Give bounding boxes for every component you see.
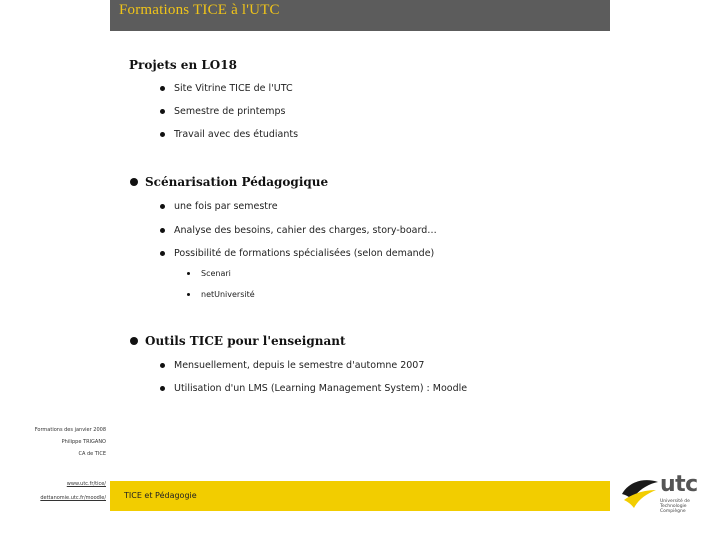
- utc-logo: [620, 470, 712, 516]
- bullet-item: [160, 106, 286, 117]
- bullet-icon: [160, 109, 165, 114]
- sub-bullet-item: [187, 269, 231, 278]
- sidebar-department: CA de TICE: [78, 451, 106, 457]
- bullet-text: Semestre de printemps: [174, 106, 286, 117]
- bullet-item: [160, 129, 298, 140]
- bullet-item: [160, 83, 293, 94]
- bullet-icon: [130, 337, 138, 345]
- bullet-icon: [160, 251, 165, 256]
- section-heading-outils: [130, 334, 346, 348]
- footer-bar: [110, 481, 610, 511]
- sub-bullet-text: Scenari: [201, 269, 231, 278]
- bullet-icon: [160, 386, 165, 391]
- section-heading-projects: Projets en LO18: [129, 58, 237, 72]
- slide-title: Formations TICE à l'UTC: [119, 2, 280, 18]
- bullet-text: une fois par semestre: [174, 201, 278, 212]
- sidebar-link-moodle[interactable]: dettanomie.utc.fr/moodle/: [40, 495, 106, 501]
- bullet-icon: [187, 293, 190, 296]
- section-heading-text: Scénarisation Pédagogique: [145, 175, 329, 189]
- bullet-icon: [160, 132, 165, 137]
- bullet-item: [160, 360, 424, 371]
- sub-bullet-text: netUniversité: [201, 290, 255, 299]
- bullet-text: Site Vitrine TICE de l'UTC: [174, 83, 293, 94]
- section-heading-scenarisation: [130, 175, 328, 189]
- sidebar-link-tice[interactable]: www.utc.fr/tice/: [66, 481, 106, 487]
- bullet-icon: [187, 272, 190, 275]
- logo-text: utc: [660, 472, 698, 497]
- sidebar-date: Formations des janvier 2008: [34, 427, 106, 433]
- bullet-item: [160, 248, 434, 259]
- bullet-icon: [160, 363, 165, 368]
- sidebar-author: Philippe TRIGANO: [61, 439, 106, 445]
- bullet-text: Analyse des besoins, cahier des charges, story-board…: [174, 225, 437, 236]
- bullet-item: [160, 383, 467, 394]
- logo-subtitle: Université de Technologie Compiègne: [660, 499, 690, 514]
- sub-bullet-item: [187, 290, 255, 299]
- bullet-item: [160, 225, 437, 236]
- bullet-text: Utilisation d'un LMS (Learning Management System) : Moodle: [174, 383, 468, 394]
- section-heading-text: Outils TICE pour l'enseignant: [145, 334, 346, 348]
- bullet-text: Mensuellement, depuis le semestre d'automne 2007: [174, 360, 425, 371]
- bullet-icon: [160, 228, 165, 233]
- footer-text: TICE et Pédagogie: [124, 491, 197, 500]
- utc-swoosh-icon: [620, 474, 660, 514]
- bullet-item: [160, 201, 278, 212]
- bullet-text: Possibilité de formations spécialisées (selon demande): [174, 248, 435, 259]
- bullet-text: Travail avec des étudiants: [174, 129, 299, 140]
- bullet-icon: [160, 204, 165, 209]
- bullet-icon: [160, 86, 165, 91]
- bullet-icon: [130, 178, 138, 186]
